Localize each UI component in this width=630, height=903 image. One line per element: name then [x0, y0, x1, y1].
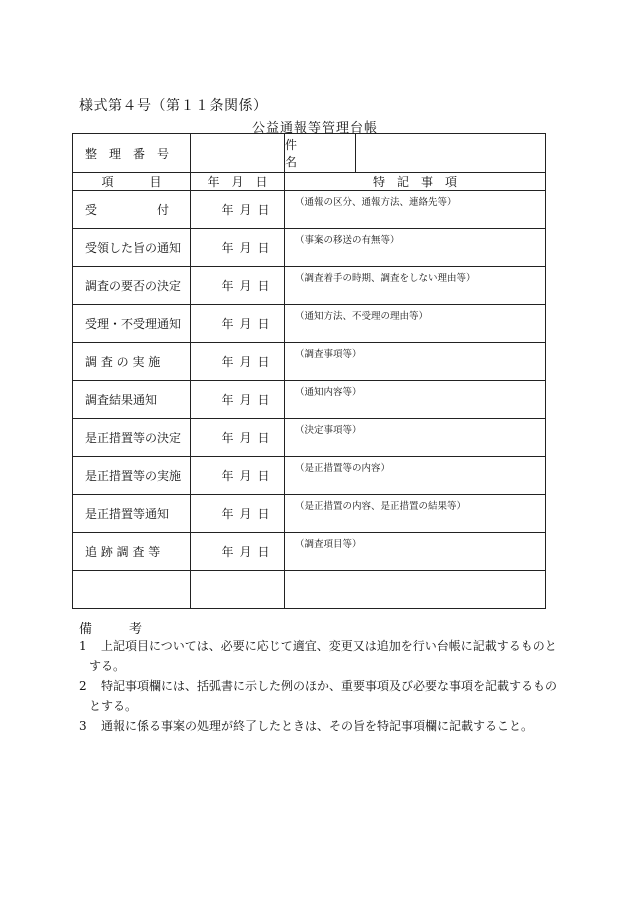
remark-number: 2	[79, 679, 87, 693]
remark-item	[79, 716, 557, 736]
header-row	[73, 134, 546, 173]
kenmei-cell	[285, 134, 546, 173]
row-note[interactable]: （調査着手の時期、調査をしない理由等）	[285, 267, 546, 305]
row-item-label: 受 付	[73, 191, 191, 229]
row-date[interactable]: 年 月 日	[191, 495, 285, 533]
row-item-label: 是正措置等の決定	[73, 419, 191, 457]
blank-row	[73, 571, 546, 609]
document-title: 公益通報等管理台帳	[251, 121, 378, 136]
kenmei-value[interactable]	[356, 134, 545, 172]
row-date[interactable]: 年 月 日	[191, 229, 285, 267]
row-item-label: 調 査 の 実 施	[73, 343, 191, 381]
row-item-label: 追 跡 調 査 等	[73, 533, 191, 571]
row-item-label: 是正措置等の実施	[73, 457, 191, 495]
blank-note-cell[interactable]	[285, 571, 546, 609]
column-header-date: 年 月 日	[191, 173, 285, 191]
row-date[interactable]: 年 月 日	[191, 457, 285, 495]
row-date[interactable]: 年 月 日	[191, 419, 285, 457]
row-item-label: 調査結果通知	[73, 381, 191, 419]
table-row	[73, 229, 546, 267]
row-date[interactable]: 年 月 日	[191, 305, 285, 343]
seiri-number-value[interactable]	[191, 134, 285, 173]
row-note[interactable]: （通報の区分、通報方法、連絡先等）	[285, 191, 546, 229]
remark-continuation: とする。	[89, 699, 138, 713]
remark-number: 1	[79, 639, 87, 653]
remark-text: 上記項目については、必要に応じて適宜、変更又は追加を行い台帳に記載するものと	[101, 639, 557, 653]
table-row	[73, 381, 546, 419]
form-number: 様式第４号（第１１条関係）	[79, 98, 268, 114]
management-ledger-table	[72, 133, 546, 609]
row-note[interactable]: （調査項目等）	[285, 533, 546, 571]
row-note[interactable]: （決定事項等）	[285, 419, 546, 457]
row-note[interactable]: （通知内容等）	[285, 381, 546, 419]
column-header-special: 特 記 事 項	[285, 173, 546, 191]
table-row	[73, 267, 546, 305]
column-header-row	[73, 173, 546, 191]
table-row	[73, 305, 546, 343]
table-row	[73, 457, 546, 495]
remark-text: 特記事項欄には、括弧書に示した例のほか、重要事項及び必要な事項を記載するもの	[101, 679, 558, 693]
blank-date-cell[interactable]	[191, 571, 285, 609]
remark-item	[79, 636, 557, 676]
row-item-label: 調査の要否の決定	[73, 267, 191, 305]
blank-item-cell[interactable]	[73, 571, 191, 609]
row-date[interactable]: 年 月 日	[191, 381, 285, 419]
row-date[interactable]: 年 月 日	[191, 343, 285, 381]
row-date[interactable]: 年 月 日	[191, 191, 285, 229]
row-note[interactable]: （事案の移送の有無等）	[285, 229, 546, 267]
kenmei-label: 件 名	[285, 134, 356, 172]
row-note[interactable]: （是正措置等の内容）	[285, 457, 546, 495]
remark-text: 通報に係る事案の処理が終了したときは、その旨を特記事項欄に記載すること。	[101, 719, 534, 733]
remark-number: 3	[79, 719, 87, 733]
table-row	[73, 343, 546, 381]
remark-continuation: する。	[89, 659, 126, 673]
row-item-label: 是正措置等通知	[73, 495, 191, 533]
row-date[interactable]: 年 月 日	[191, 533, 285, 571]
row-note[interactable]: （通知方法、不受理の理由等）	[285, 305, 546, 343]
row-item-label: 受領した旨の通知	[73, 229, 191, 267]
row-date[interactable]: 年 月 日	[191, 267, 285, 305]
row-note[interactable]: （是正措置の内容、是正措置の結果等）	[285, 495, 546, 533]
table-row	[73, 533, 546, 571]
seiri-number-label: 整 理 番 号	[73, 134, 191, 173]
table-row	[73, 495, 546, 533]
table-row	[73, 419, 546, 457]
remarks-heading: 備 考	[79, 622, 155, 637]
row-item-label: 受理・不受理通知	[73, 305, 191, 343]
remark-item	[79, 676, 557, 716]
row-note[interactable]: （調査事項等）	[285, 343, 546, 381]
table-row	[73, 191, 546, 229]
column-header-item: 項 目	[73, 173, 191, 191]
